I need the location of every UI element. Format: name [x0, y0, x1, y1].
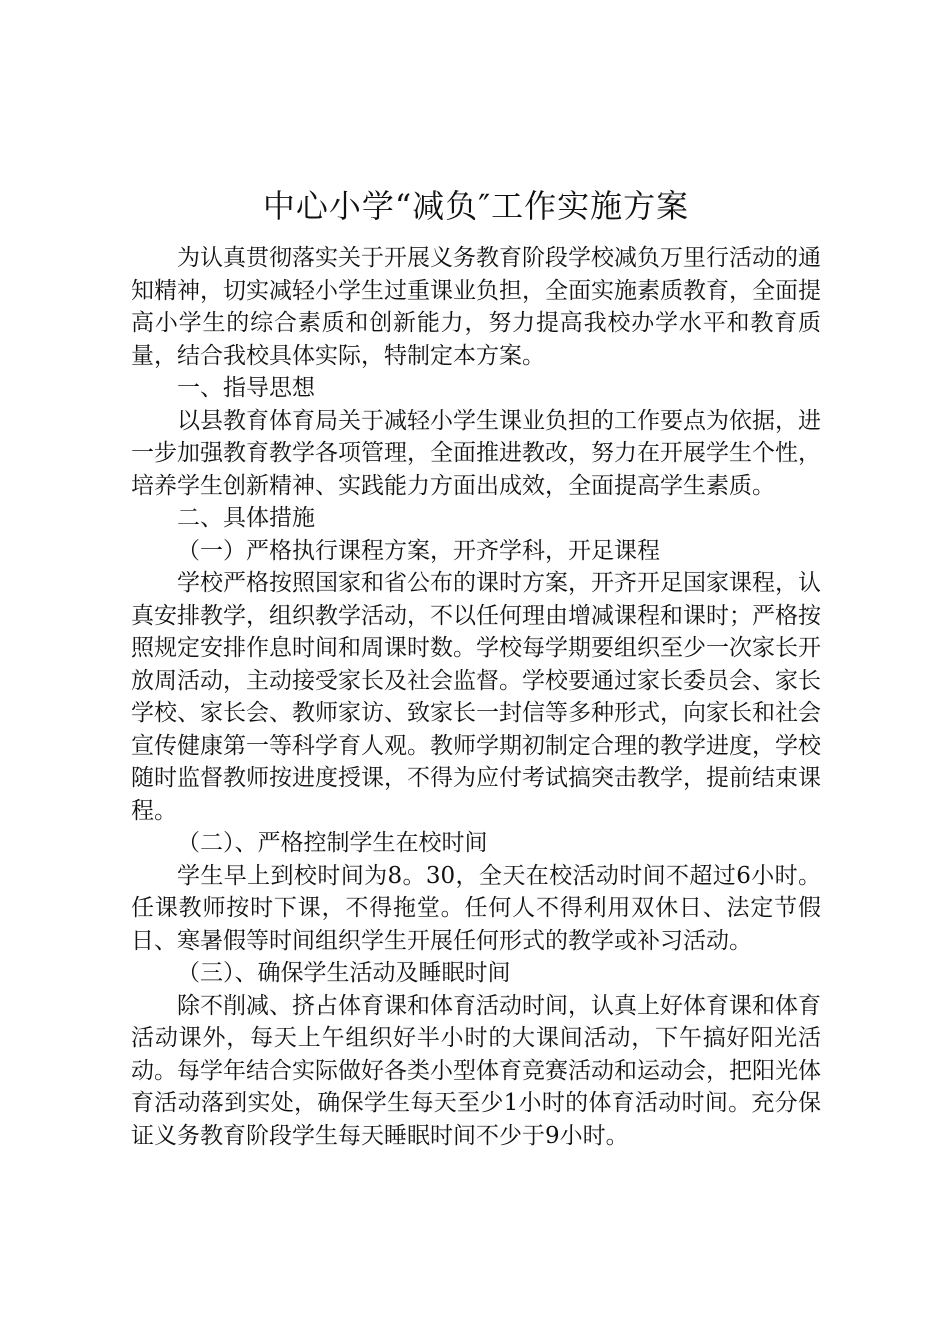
- section-heading-guiding-ideology: 一、指导思想: [177, 375, 315, 401]
- document-title: 中心小学“减负″工作实施方案: [262, 187, 690, 225]
- subsection-heading-school-time: （二）、严格控制学生在校时间: [177, 830, 488, 856]
- subsection-heading-activity-sleep: （三）、确保学生活动及睡眠时间: [177, 960, 511, 986]
- subsection-body-school-time: 学生早上到校时间为8。30，全天在校活动时间不超过6小时。任课教师按时下课，不得拖堂。任何人不得利用双休日、法定节假日、寒暑假等时间组织学生开展任何形式的教学或补习活动。: [131, 862, 821, 954]
- section-body-guiding-ideology: 以县教育体育局关于减轻小学生课业负担的工作要点为依据，进一步加强教育教学各项管理，全面推进教改，努力在开展学生个性，培养学生创新精神、实践能力方面出成效，全面提高学生素质。: [131, 407, 821, 499]
- intro-paragraph: 为认真贯彻落实关于开展义务教育阶段学校减负万里行活动的通知精神，切实减轻小学生过重课业负担，全面实施素质教育，全面提高小学生的综合素质和创新能力，努力提高我校办学水平和教育质量，结合我校具体实际，特制定本方案。: [131, 245, 821, 369]
- subsection-heading-curriculum: （一）严格执行课程方案，开齐学科，开足课程: [177, 537, 660, 564]
- subsection-body-activity-sleep: 除不削减、挤占体育课和体育活动时间，认真上好体育课和体育活动课外，每天上午组织好半小时的大课间活动，下午搞好阳光活动。每学年结合实际做好各类小型体育竞赛活动和运动会，把阳光体育活动落到实处，确保学生每天至少1小时的体育活动时间。充分保证义务教育阶段学生每天睡眠时间不少于9小时。: [131, 992, 821, 1149]
- section-heading-specific-measures: 二、具体措施: [177, 505, 315, 531]
- document-page: [131, 178, 821, 1152]
- subsection-body-curriculum: 学校严格按照国家和省公布的课时方案，开齐开足国家课程，认真安排教学，组织教学活动，不以任何理由增减课程和课时；严格按照规定安排作息时间和周课时数。学校每学期要组织至少一次家长开放周活动，主动接受家长及社会监督。学校要通过家长委员会、家长学校、家长会、教师家访、致家长一封信等多种形式，向家长和社会宣传健康第一等科学育人观。教师学期初制定合理的教学进度，学校随时监督教师按进度授课，不得为应付考试搞突击教学，提前结束课程。: [131, 570, 821, 824]
